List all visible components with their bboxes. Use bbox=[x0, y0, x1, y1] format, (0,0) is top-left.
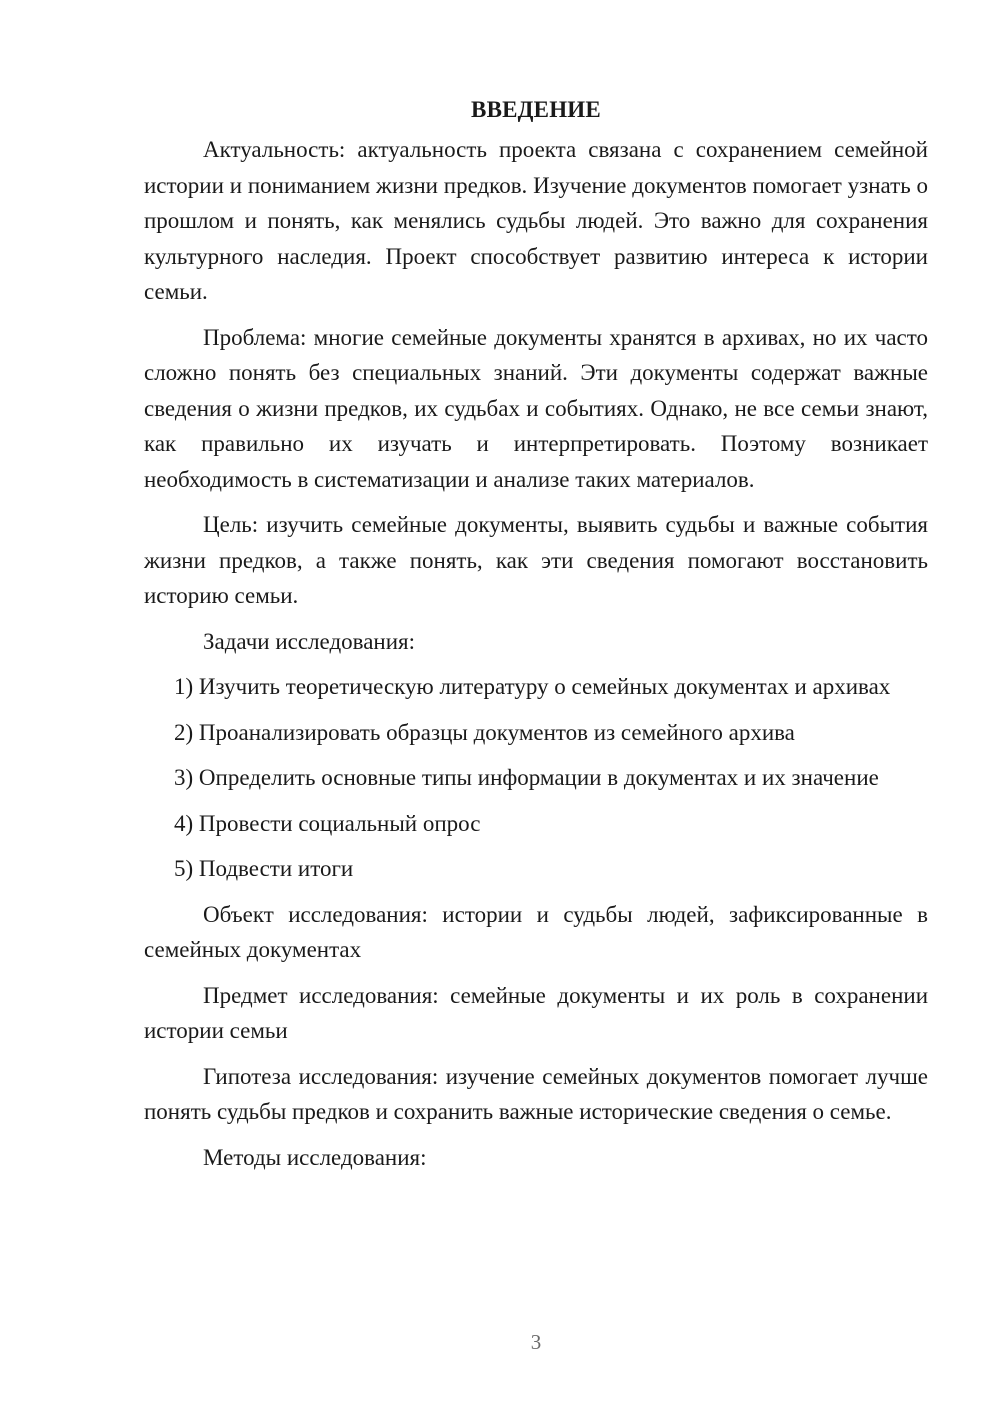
relevance-paragraph: Актуальность: актуальность проекта связана с сохранением семейной истории и пониманием жизни предков. Изучение документов помогает узнать о прошлом и понять, как менялись судьбы людей. Это важно для сохранения культурного наследия. Проект способствует развитию интереса к истории семьи. bbox=[144, 137, 928, 304]
subject-paragraph: Предмет исследования: семейные документы и их роль в сохранении истории семьи bbox=[144, 982, 928, 1043]
task-item-1: 1) Изучить теоретическую литературу о семейных документах и архивах bbox=[174, 674, 891, 699]
section-heading: ВВЕДЕНИЕ bbox=[471, 97, 601, 122]
tasks-title: Задачи исследования: bbox=[203, 628, 416, 654]
problem-paragraph: Проблема: многие семейные документы хранятся в архивах, но их часто сложно понять без специальных знаний. Эти документы содержат важные сведения о жизни предков, их судьбах и событиях. Однако, не все семьи знают, как правильно их изучать и интерпретировать. Поэтому возникает необходимость в систематизации и анализе таких материалов. bbox=[144, 324, 928, 492]
task-item-4: 4) Провести социальный опрос bbox=[174, 810, 481, 836]
hypothesis-paragraph: Гипотеза исследования: изучение семейных документов помогает лучше понять судьбы предков и сохранить важные исторические сведения о семье. bbox=[144, 1063, 928, 1124]
task-item-2: 2) Проанализировать образцы документов из семейного архива bbox=[174, 719, 795, 745]
document-page bbox=[144, 92, 928, 1185]
task-item-5: 5) Подвести итоги bbox=[174, 856, 354, 881]
object-paragraph: Объект исследования: истории и судьбы людей, зафиксированные в семейных документах bbox=[144, 901, 928, 962]
goal-paragraph: Цель: изучить семейные документы, выявить судьбы и важные события жизни предков, а также понять, как эти сведения помогают восстановить историю семьи. bbox=[144, 512, 928, 608]
page-number: 3 bbox=[530, 1330, 542, 1354]
task-item-3: 3) Определить основные типы информации в документах и их значение bbox=[174, 765, 879, 790]
methods-title: Методы исследования: bbox=[203, 1144, 427, 1170]
